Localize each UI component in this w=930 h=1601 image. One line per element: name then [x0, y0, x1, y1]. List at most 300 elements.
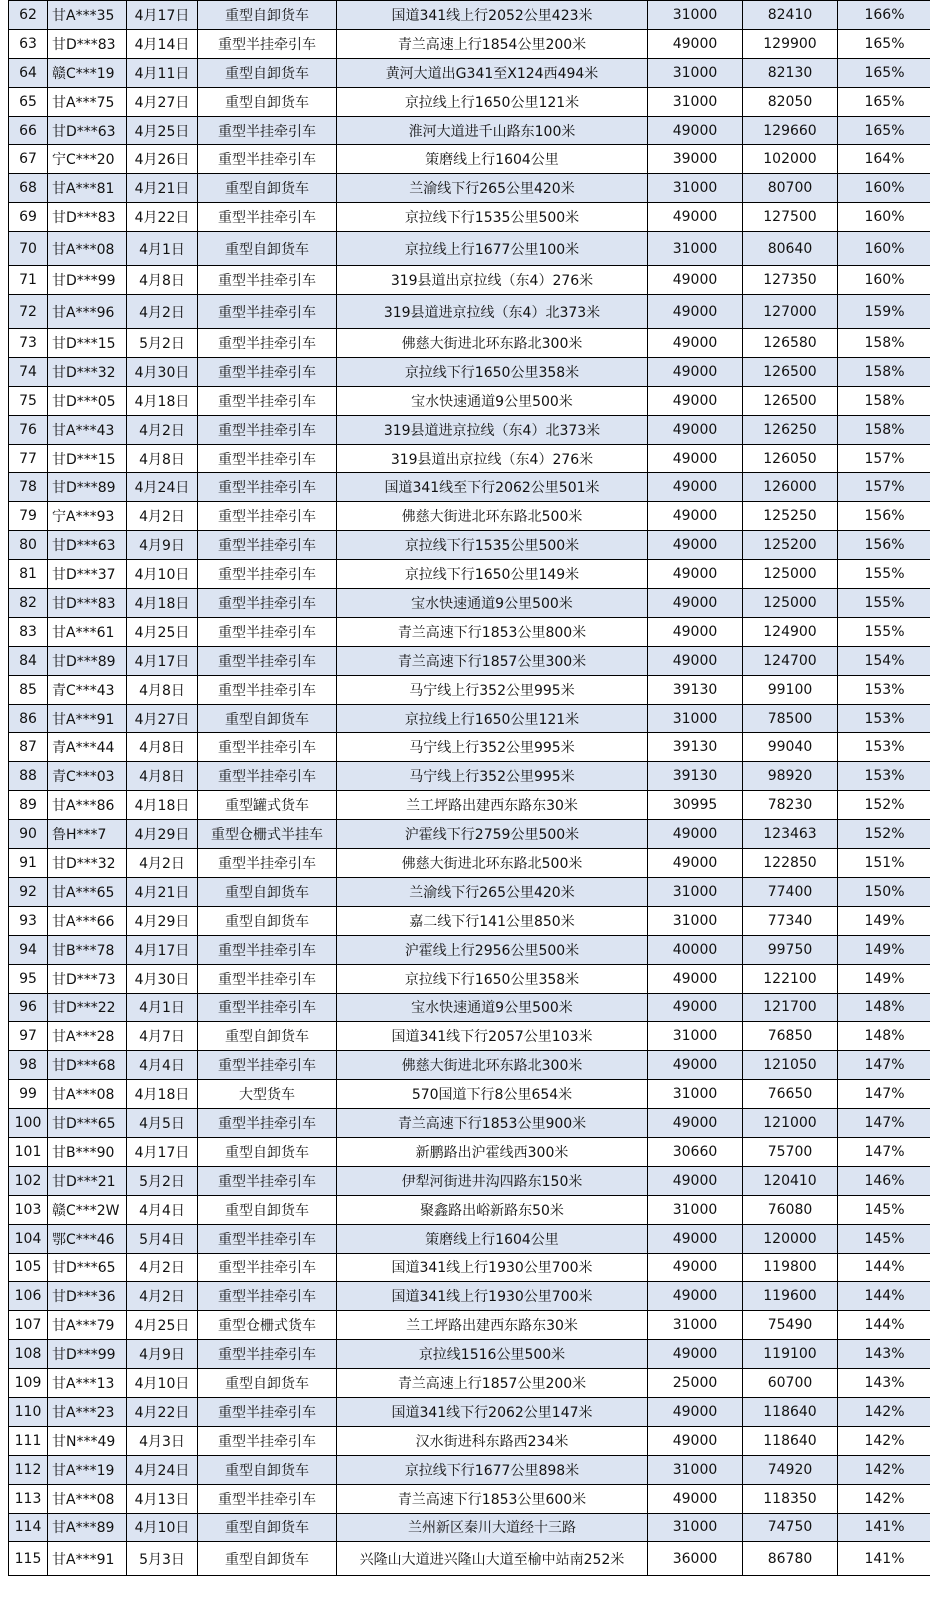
- date-cell: 4月14日: [127, 29, 198, 58]
- table-row: [9, 820, 930, 849]
- table-row: [9, 531, 930, 560]
- overload-rate-cell: 164%: [838, 145, 930, 174]
- actual-weight-cell: 124900: [743, 617, 838, 646]
- table-body: [9, 1, 930, 1576]
- actual-weight-cell: 126580: [743, 329, 838, 358]
- row-number-cell: 99: [9, 1080, 48, 1109]
- row-number-cell: 85: [9, 675, 48, 704]
- plate-cell: 甘D***32: [48, 849, 127, 878]
- row-number-cell: 102: [9, 1166, 48, 1195]
- vehicle-type-cell: 重型自卸货车: [198, 1137, 337, 1166]
- table-row: [9, 116, 930, 145]
- actual-weight-cell: 125000: [743, 589, 838, 618]
- vehicle-type-cell: 重型半挂牵引车: [198, 1224, 337, 1253]
- actual-weight-cell: 99040: [743, 733, 838, 762]
- plate-cell: 甘D***63: [48, 116, 127, 145]
- plate-cell: 宁C***20: [48, 145, 127, 174]
- date-cell: 4月5日: [127, 1109, 198, 1138]
- row-number-cell: 74: [9, 357, 48, 386]
- vehicle-type-cell: 重型自卸货车: [198, 58, 337, 87]
- overload-rate-cell: 165%: [838, 116, 930, 145]
- vehicle-type-cell: 重型半挂牵引车: [198, 993, 337, 1022]
- actual-weight-cell: 82130: [743, 58, 838, 87]
- actual-weight-cell: 126500: [743, 386, 838, 415]
- plate-cell: 甘D***22: [48, 993, 127, 1022]
- vehicle-type-cell: 重型半挂牵引车: [198, 1253, 337, 1282]
- limit-weight-cell: 31000: [648, 1080, 743, 1109]
- date-cell: 4月17日: [127, 935, 198, 964]
- row-number-cell: 98: [9, 1051, 48, 1080]
- row-number-cell: 91: [9, 849, 48, 878]
- date-cell: 4月24日: [127, 1455, 198, 1484]
- actual-weight-cell: 125250: [743, 502, 838, 531]
- plate-cell: 甘D***05: [48, 386, 127, 415]
- actual-weight-cell: 74750: [743, 1513, 838, 1542]
- location-cell: 京拉线上行1677公里100米: [337, 232, 648, 266]
- limit-weight-cell: 31000: [648, 174, 743, 203]
- date-cell: 5月3日: [127, 1542, 198, 1576]
- overload-rate-cell: 154%: [838, 646, 930, 675]
- plate-cell: 甘B***78: [48, 935, 127, 964]
- table-row: [9, 295, 930, 329]
- limit-weight-cell: 49000: [648, 531, 743, 560]
- date-cell: 4月17日: [127, 1, 198, 30]
- row-number-cell: 88: [9, 762, 48, 791]
- location-cell: 兰州新区秦川大道经十三路: [337, 1513, 648, 1542]
- plate-cell: 甘A***43: [48, 415, 127, 444]
- overload-rate-cell: 156%: [838, 531, 930, 560]
- actual-weight-cell: 102000: [743, 145, 838, 174]
- overload-rate-cell: 165%: [838, 87, 930, 116]
- overload-rate-cell: 152%: [838, 791, 930, 820]
- row-number-cell: 84: [9, 646, 48, 675]
- row-number-cell: 110: [9, 1397, 48, 1426]
- limit-weight-cell: 31000: [648, 232, 743, 266]
- overload-rate-cell: 143%: [838, 1369, 930, 1398]
- plate-cell: 甘D***89: [48, 473, 127, 502]
- actual-weight-cell: 124700: [743, 646, 838, 675]
- limit-weight-cell: 31000: [648, 704, 743, 733]
- date-cell: 4月21日: [127, 877, 198, 906]
- actual-weight-cell: 75490: [743, 1311, 838, 1340]
- overload-rate-cell: 148%: [838, 1022, 930, 1051]
- limit-weight-cell: 49000: [648, 1224, 743, 1253]
- overload-rate-cell: 156%: [838, 502, 930, 531]
- actual-weight-cell: 80700: [743, 174, 838, 203]
- row-number-cell: 108: [9, 1340, 48, 1369]
- limit-weight-cell: 49000: [648, 1426, 743, 1455]
- limit-weight-cell: 31000: [648, 1, 743, 30]
- plate-cell: 甘A***66: [48, 906, 127, 935]
- plate-cell: 甘D***21: [48, 1166, 127, 1195]
- actual-weight-cell: 126250: [743, 415, 838, 444]
- date-cell: 4月3日: [127, 1426, 198, 1455]
- actual-weight-cell: 120000: [743, 1224, 838, 1253]
- location-cell: 聚鑫路出峪新路东50米: [337, 1195, 648, 1224]
- date-cell: 4月13日: [127, 1484, 198, 1513]
- limit-weight-cell: 49000: [648, 329, 743, 358]
- row-number-cell: 92: [9, 877, 48, 906]
- vehicle-type-cell: 重型半挂牵引车: [198, 266, 337, 295]
- actual-weight-cell: 119800: [743, 1253, 838, 1282]
- table-row: [9, 58, 930, 87]
- vehicle-type-cell: 重型自卸货车: [198, 877, 337, 906]
- date-cell: 4月8日: [127, 762, 198, 791]
- date-cell: 4月8日: [127, 444, 198, 473]
- overload-rate-cell: 155%: [838, 560, 930, 589]
- location-cell: 京拉线下行1650公里149米: [337, 560, 648, 589]
- date-cell: 4月7日: [127, 1022, 198, 1051]
- table-row: [9, 473, 930, 502]
- vehicle-type-cell: 重型半挂牵引车: [198, 1282, 337, 1311]
- location-cell: 伊犁河街进井沟四路东150米: [337, 1166, 648, 1195]
- overload-rate-cell: 148%: [838, 993, 930, 1022]
- table-row: [9, 1369, 930, 1398]
- plate-cell: 甘A***08: [48, 1080, 127, 1109]
- vehicle-type-cell: 重型半挂牵引车: [198, 617, 337, 646]
- location-cell: 马宁线上行352公里995米: [337, 762, 648, 791]
- overload-rate-cell: 160%: [838, 174, 930, 203]
- limit-weight-cell: 31000: [648, 1022, 743, 1051]
- location-cell: 兰渝线下行265公里420米: [337, 174, 648, 203]
- location-cell: 马宁线上行352公里995米: [337, 675, 648, 704]
- location-cell: 国道341线至下行2062公里501米: [337, 473, 648, 502]
- row-number-cell: 94: [9, 935, 48, 964]
- overload-rate-cell: 157%: [838, 444, 930, 473]
- actual-weight-cell: 76080: [743, 1195, 838, 1224]
- location-cell: 京拉线1516公里500米: [337, 1340, 648, 1369]
- location-cell: 嘉二线下行141公里850米: [337, 906, 648, 935]
- plate-cell: 赣C***2W: [48, 1195, 127, 1224]
- actual-weight-cell: 80640: [743, 232, 838, 266]
- row-number-cell: 112: [9, 1455, 48, 1484]
- vehicle-type-cell: 重型自卸货车: [198, 1, 337, 30]
- location-cell: 淮河大道进千山路东100米: [337, 116, 648, 145]
- table-row: [9, 1484, 930, 1513]
- limit-weight-cell: 49000: [648, 849, 743, 878]
- limit-weight-cell: 31000: [648, 1311, 743, 1340]
- vehicle-type-cell: 重型自卸货车: [198, 87, 337, 116]
- plate-cell: 甘D***15: [48, 444, 127, 473]
- row-number-cell: 107: [9, 1311, 48, 1340]
- limit-weight-cell: 49000: [648, 1397, 743, 1426]
- overload-rate-cell: 147%: [838, 1080, 930, 1109]
- table-row: [9, 1, 930, 30]
- limit-weight-cell: 31000: [648, 87, 743, 116]
- table-row: [9, 1022, 930, 1051]
- date-cell: 4月29日: [127, 906, 198, 935]
- table-row: [9, 145, 930, 174]
- actual-weight-cell: 118350: [743, 1484, 838, 1513]
- date-cell: 4月8日: [127, 733, 198, 762]
- location-cell: 国道341线上行1930公里700米: [337, 1253, 648, 1282]
- plate-cell: 甘A***08: [48, 232, 127, 266]
- limit-weight-cell: 49000: [648, 116, 743, 145]
- overload-rate-cell: 165%: [838, 58, 930, 87]
- table-row: [9, 386, 930, 415]
- overload-rate-cell: 143%: [838, 1340, 930, 1369]
- row-number-cell: 89: [9, 791, 48, 820]
- actual-weight-cell: 122850: [743, 849, 838, 878]
- row-number-cell: 101: [9, 1137, 48, 1166]
- plate-cell: 甘A***28: [48, 1022, 127, 1051]
- vehicle-type-cell: 重型半挂牵引车: [198, 116, 337, 145]
- limit-weight-cell: 49000: [648, 444, 743, 473]
- date-cell: 4月18日: [127, 386, 198, 415]
- table-row: [9, 849, 930, 878]
- plate-cell: 甘D***73: [48, 964, 127, 993]
- overload-rate-cell: 153%: [838, 762, 930, 791]
- plate-cell: 甘D***89: [48, 646, 127, 675]
- vehicle-type-cell: 重型仓栅式货车: [198, 1311, 337, 1340]
- date-cell: 4月2日: [127, 415, 198, 444]
- date-cell: 4月25日: [127, 1311, 198, 1340]
- actual-weight-cell: 121050: [743, 1051, 838, 1080]
- plate-cell: 甘A***13: [48, 1369, 127, 1398]
- actual-weight-cell: 118640: [743, 1397, 838, 1426]
- location-cell: 国道341线上行1930公里700米: [337, 1282, 648, 1311]
- overload-rate-cell: 142%: [838, 1484, 930, 1513]
- table-row: [9, 704, 930, 733]
- plate-cell: 甘D***83: [48, 203, 127, 232]
- overload-rate-cell: 149%: [838, 935, 930, 964]
- plate-cell: 宁A***93: [48, 502, 127, 531]
- actual-weight-cell: 126050: [743, 444, 838, 473]
- vehicle-type-cell: 重型罐式货车: [198, 791, 337, 820]
- plate-cell: 甘D***83: [48, 29, 127, 58]
- plate-cell: 青C***03: [48, 762, 127, 791]
- table-row: [9, 935, 930, 964]
- table-row: [9, 1311, 930, 1340]
- limit-weight-cell: 49000: [648, 560, 743, 589]
- table-row: [9, 1109, 930, 1138]
- location-cell: 国道341线下行2062公里147米: [337, 1397, 648, 1426]
- limit-weight-cell: 49000: [648, 502, 743, 531]
- limit-weight-cell: 49000: [648, 295, 743, 329]
- vehicle-type-cell: 重型半挂牵引车: [198, 29, 337, 58]
- location-cell: 青兰高速下行1853公里900米: [337, 1109, 648, 1138]
- row-number-cell: 100: [9, 1109, 48, 1138]
- vehicle-type-cell: 重型半挂牵引车: [198, 1166, 337, 1195]
- row-number-cell: 109: [9, 1369, 48, 1398]
- table-row: [9, 444, 930, 473]
- vehicle-type-cell: 重型半挂牵引车: [198, 329, 337, 358]
- plate-cell: 赣C***19: [48, 58, 127, 87]
- row-number-cell: 97: [9, 1022, 48, 1051]
- limit-weight-cell: 49000: [648, 1484, 743, 1513]
- location-cell: 570国道下行8公里654米: [337, 1080, 648, 1109]
- row-number-cell: 81: [9, 560, 48, 589]
- location-cell: 青兰高速下行1857公里300米: [337, 646, 648, 675]
- limit-weight-cell: 36000: [648, 1542, 743, 1576]
- vehicle-type-cell: 重型半挂牵引车: [198, 386, 337, 415]
- vehicle-type-cell: 重型半挂牵引车: [198, 762, 337, 791]
- date-cell: 4月25日: [127, 617, 198, 646]
- overload-rate-cell: 146%: [838, 1166, 930, 1195]
- overload-rate-cell: 144%: [838, 1311, 930, 1340]
- vehicle-type-cell: 重型自卸货车: [198, 1022, 337, 1051]
- plate-cell: 甘D***32: [48, 357, 127, 386]
- plate-cell: 甘D***99: [48, 1340, 127, 1369]
- date-cell: 4月10日: [127, 1369, 198, 1398]
- table-row: [9, 1455, 930, 1484]
- location-cell: 京拉线下行1535公里500米: [337, 203, 648, 232]
- table-row: [9, 1051, 930, 1080]
- row-number-cell: 80: [9, 531, 48, 560]
- overload-records-table: [8, 0, 930, 1576]
- overload-rate-cell: 158%: [838, 415, 930, 444]
- vehicle-type-cell: 重型自卸货车: [198, 1542, 337, 1576]
- row-number-cell: 70: [9, 232, 48, 266]
- location-cell: 佛慈大街进北环东路北300米: [337, 329, 648, 358]
- date-cell: 4月4日: [127, 1195, 198, 1224]
- table-row: [9, 1224, 930, 1253]
- overload-rate-cell: 142%: [838, 1455, 930, 1484]
- overload-rate-cell: 160%: [838, 266, 930, 295]
- date-cell: 4月2日: [127, 1282, 198, 1311]
- actual-weight-cell: 127350: [743, 266, 838, 295]
- overload-rate-cell: 155%: [838, 617, 930, 646]
- row-number-cell: 75: [9, 386, 48, 415]
- date-cell: 4月26日: [127, 145, 198, 174]
- limit-weight-cell: 39130: [648, 675, 743, 704]
- overload-rate-cell: 147%: [838, 1109, 930, 1138]
- overload-rate-cell: 142%: [838, 1397, 930, 1426]
- vehicle-type-cell: 重型半挂牵引车: [198, 560, 337, 589]
- table-row: [9, 560, 930, 589]
- location-cell: 佛慈大街进北环东路北300米: [337, 1051, 648, 1080]
- vehicle-type-cell: 重型半挂牵引车: [198, 531, 337, 560]
- vehicle-type-cell: 重型半挂牵引车: [198, 1340, 337, 1369]
- vehicle-type-cell: 重型半挂牵引车: [198, 415, 337, 444]
- row-number-cell: 113: [9, 1484, 48, 1513]
- date-cell: 4月22日: [127, 1397, 198, 1426]
- date-cell: 4月10日: [127, 560, 198, 589]
- plate-cell: 甘A***19: [48, 1455, 127, 1484]
- limit-weight-cell: 49000: [648, 1340, 743, 1369]
- plate-cell: 鄂C***46: [48, 1224, 127, 1253]
- actual-weight-cell: 122100: [743, 964, 838, 993]
- row-number-cell: 68: [9, 174, 48, 203]
- row-number-cell: 69: [9, 203, 48, 232]
- actual-weight-cell: 121000: [743, 1109, 838, 1138]
- limit-weight-cell: 31000: [648, 877, 743, 906]
- plate-cell: 甘A***91: [48, 704, 127, 733]
- date-cell: 5月2日: [127, 329, 198, 358]
- limit-weight-cell: 39000: [648, 145, 743, 174]
- limit-weight-cell: 49000: [648, 1109, 743, 1138]
- row-number-cell: 95: [9, 964, 48, 993]
- location-cell: 京拉线上行1650公里121米: [337, 704, 648, 733]
- actual-weight-cell: 121700: [743, 993, 838, 1022]
- table-row: [9, 357, 930, 386]
- plate-cell: 甘A***91: [48, 1542, 127, 1576]
- location-cell: 京拉线下行1535公里500米: [337, 531, 648, 560]
- vehicle-type-cell: 重型自卸货车: [198, 1195, 337, 1224]
- vehicle-type-cell: 重型半挂牵引车: [198, 295, 337, 329]
- row-number-cell: 71: [9, 266, 48, 295]
- limit-weight-cell: 49000: [648, 29, 743, 58]
- overload-rate-cell: 165%: [838, 29, 930, 58]
- vehicle-type-cell: 重型自卸货车: [198, 232, 337, 266]
- table-row: [9, 29, 930, 58]
- location-cell: 国道341线下行2057公里103米: [337, 1022, 648, 1051]
- overload-rate-cell: 166%: [838, 1, 930, 30]
- overload-rate-cell: 149%: [838, 906, 930, 935]
- plate-cell: 甘D***37: [48, 560, 127, 589]
- table-row: [9, 1282, 930, 1311]
- date-cell: 4月18日: [127, 1080, 198, 1109]
- vehicle-type-cell: 重型半挂牵引车: [198, 1397, 337, 1426]
- location-cell: 319县道出京拉线（东4）276米: [337, 266, 648, 295]
- overload-rate-cell: 145%: [838, 1195, 930, 1224]
- table-row: [9, 502, 930, 531]
- table-row: [9, 906, 930, 935]
- location-cell: 319县道进京拉线（东4）北373米: [337, 295, 648, 329]
- table-row: [9, 675, 930, 704]
- plate-cell: 甘A***65: [48, 877, 127, 906]
- overload-rate-cell: 149%: [838, 964, 930, 993]
- table-row: [9, 1513, 930, 1542]
- date-cell: 4月25日: [127, 116, 198, 145]
- actual-weight-cell: 78230: [743, 791, 838, 820]
- row-number-cell: 114: [9, 1513, 48, 1542]
- actual-weight-cell: 123463: [743, 820, 838, 849]
- row-number-cell: 66: [9, 116, 48, 145]
- table-row: [9, 1542, 930, 1576]
- table-row: [9, 762, 930, 791]
- limit-weight-cell: 31000: [648, 906, 743, 935]
- vehicle-type-cell: 重型半挂牵引车: [198, 1426, 337, 1455]
- table-row: [9, 733, 930, 762]
- plate-cell: 甘N***49: [48, 1426, 127, 1455]
- overload-rate-cell: 158%: [838, 357, 930, 386]
- actual-weight-cell: 99750: [743, 935, 838, 964]
- date-cell: 4月27日: [127, 704, 198, 733]
- actual-weight-cell: 74920: [743, 1455, 838, 1484]
- date-cell: 4月9日: [127, 531, 198, 560]
- limit-weight-cell: 49000: [648, 415, 743, 444]
- plate-cell: 甘D***36: [48, 1282, 127, 1311]
- actual-weight-cell: 78500: [743, 704, 838, 733]
- row-number-cell: 90: [9, 820, 48, 849]
- location-cell: 319县道出京拉线（东4）276米: [337, 444, 648, 473]
- actual-weight-cell: 129660: [743, 116, 838, 145]
- table-row: [9, 174, 930, 203]
- row-number-cell: 87: [9, 733, 48, 762]
- location-cell: 沪霍线下行2759公里500米: [337, 820, 648, 849]
- location-cell: 青兰高速上行1854公里200米: [337, 29, 648, 58]
- location-cell: 沪霍线上行2956公里500米: [337, 935, 648, 964]
- limit-weight-cell: 30660: [648, 1137, 743, 1166]
- vehicle-type-cell: 重型半挂牵引车: [198, 473, 337, 502]
- vehicle-type-cell: 重型半挂牵引车: [198, 1484, 337, 1513]
- location-cell: 兰工坪路出建西东路东30米: [337, 791, 648, 820]
- plate-cell: 甘B***90: [48, 1137, 127, 1166]
- date-cell: 4月9日: [127, 1340, 198, 1369]
- actual-weight-cell: 127500: [743, 203, 838, 232]
- plate-cell: 甘D***65: [48, 1253, 127, 1282]
- date-cell: 4月4日: [127, 1051, 198, 1080]
- row-number-cell: 96: [9, 993, 48, 1022]
- row-number-cell: 76: [9, 415, 48, 444]
- limit-weight-cell: 30995: [648, 791, 743, 820]
- plate-cell: 甘A***96: [48, 295, 127, 329]
- overload-rate-cell: 145%: [838, 1224, 930, 1253]
- vehicle-type-cell: 重型半挂牵引车: [198, 935, 337, 964]
- overload-rate-cell: 155%: [838, 589, 930, 618]
- actual-weight-cell: 77340: [743, 906, 838, 935]
